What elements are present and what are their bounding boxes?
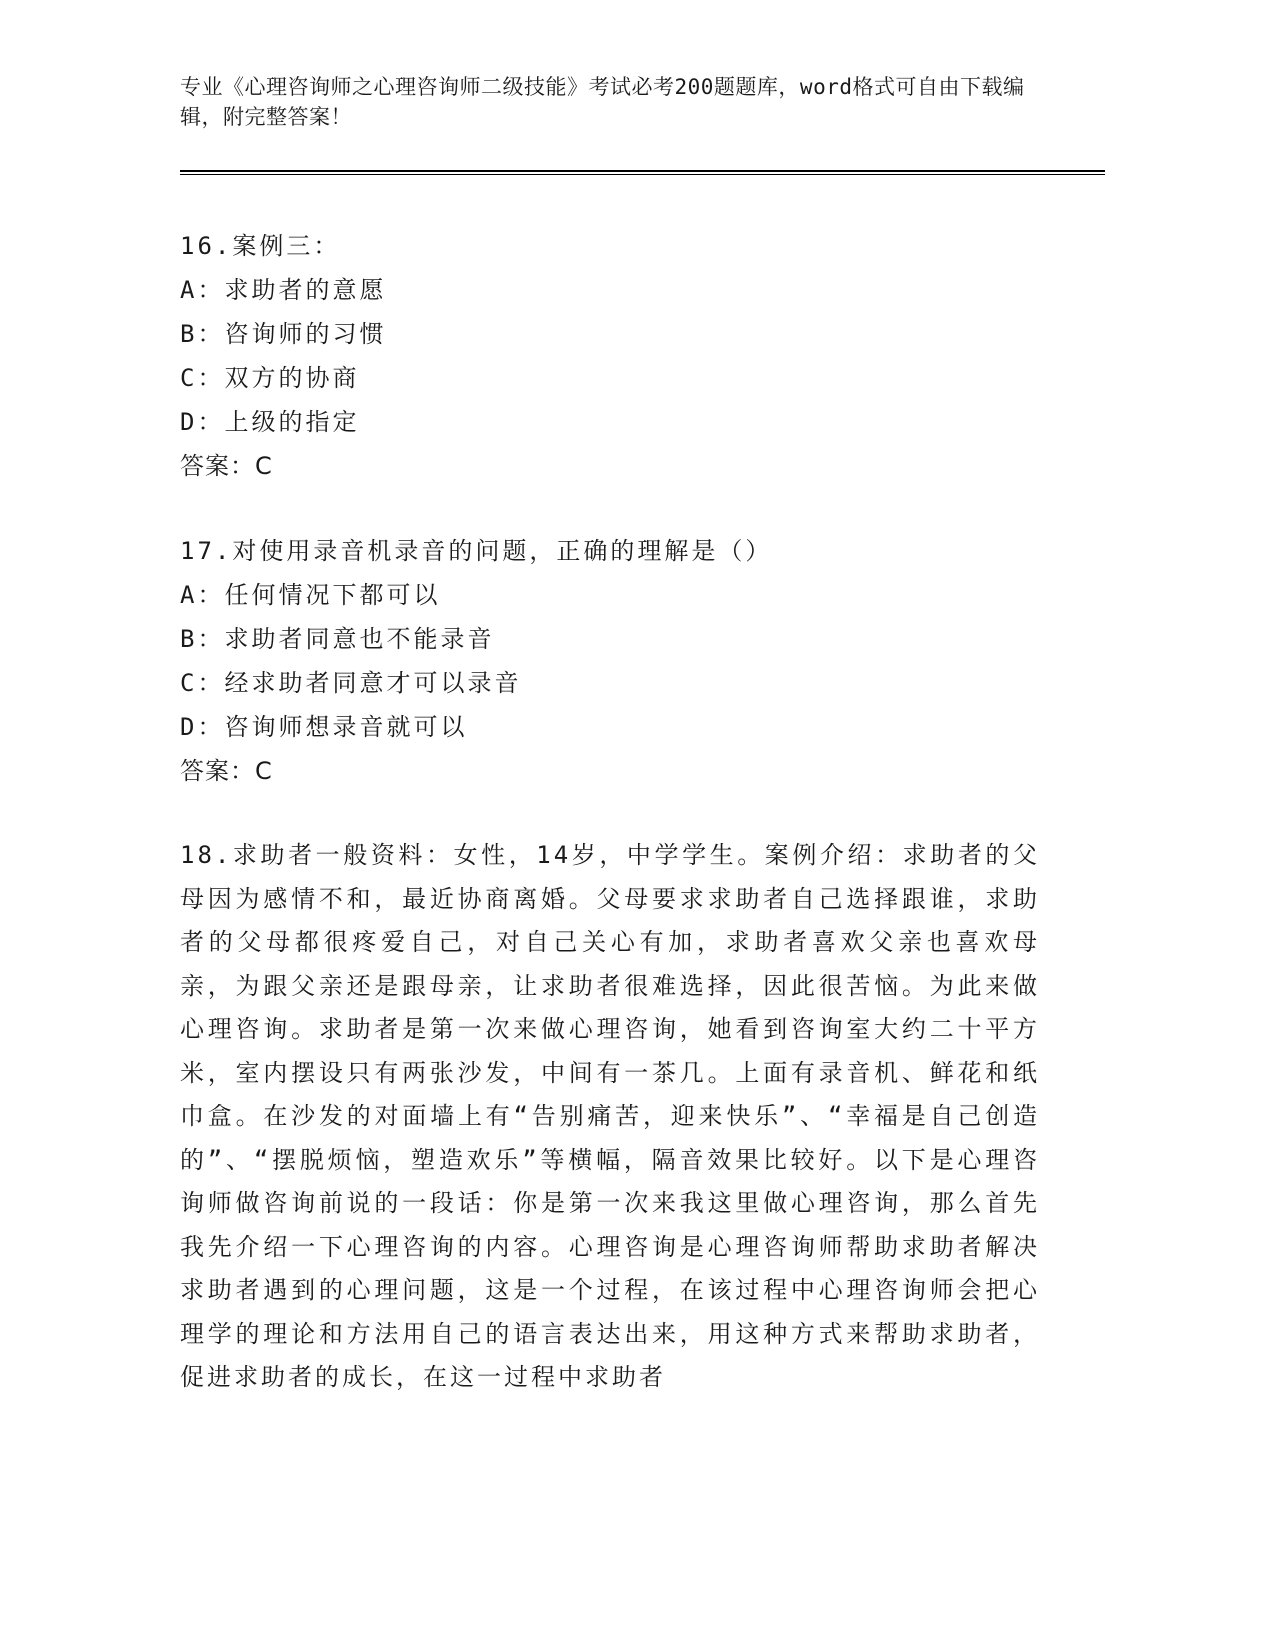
option-c: C：双方的协商 (180, 364, 360, 392)
document-header: 专业《心理咨询师之心理咨询师二级技能》考试必考200题题库，word格式可自由下载编辑，附完整答案！ (180, 75, 1025, 129)
header-rule-thick (180, 170, 1105, 172)
answer-line: 答案：C (180, 757, 273, 785)
answer-line: 答案：C (180, 452, 273, 480)
option-a: A：任何情况下都可以 (180, 581, 441, 609)
question-18 (180, 834, 1040, 1400)
question-stem: 16.案例三： (180, 232, 341, 260)
option-a: A：求助者的意愿 (180, 276, 387, 304)
question-17 (180, 529, 1040, 793)
option-d: D：咨询师想录音就可以 (180, 713, 468, 741)
option-b: B：咨询师的习惯 (180, 320, 387, 348)
header-rule-thin (180, 174, 1105, 175)
option-c: C：经求助者同意才可以录音 (180, 669, 522, 697)
option-b: B：求助者同意也不能录音 (180, 625, 495, 653)
question-16 (180, 224, 1040, 488)
option-d: D：上级的指定 (180, 408, 360, 436)
question-stem: 18.求助者一般资料：女性，14岁，中学学生。案例介绍：求助者的父母因为感情不和，最近协商离婚。父母要求求助者自己选择跟谁，求助者的父母都很疼爱自己，对自己关心有加，求助者喜欢父亲也喜欢母亲，为跟父亲还是跟母亲，让求助者很难选择，因此很苦恼。为此来做心理咨询。求助者是第一次来做心理咨询，她看到咨询室大约二十平方米，室内摆设只有两张沙发，中间有一茶几。上面有录音机、鲜花和纸巾盒。在沙发的对面墙上有“告别痛苦，迎来快乐”、“幸福是自己创造的”、“摆脱烦恼，塑造欢乐”等横幅，隔音效果比较好。以下是心理咨询师做咨询前说的一段话：你是第一次来我这里做心理咨询，那么首先我先介绍一下心理咨询的内容。心理咨询是心理咨询师帮助求助者解决求助者遇到的心理问题，这是一个过程，在该过程中心理咨询师会把心理学的理论和方法用自己的语言表达出来，用这种方式来帮助求助者，促进求助者的成长，在这一过程中求助者 (180, 841, 1040, 1391)
question-stem: 17.对使用录音机录音的问题，正确的理解是（） (180, 537, 773, 565)
